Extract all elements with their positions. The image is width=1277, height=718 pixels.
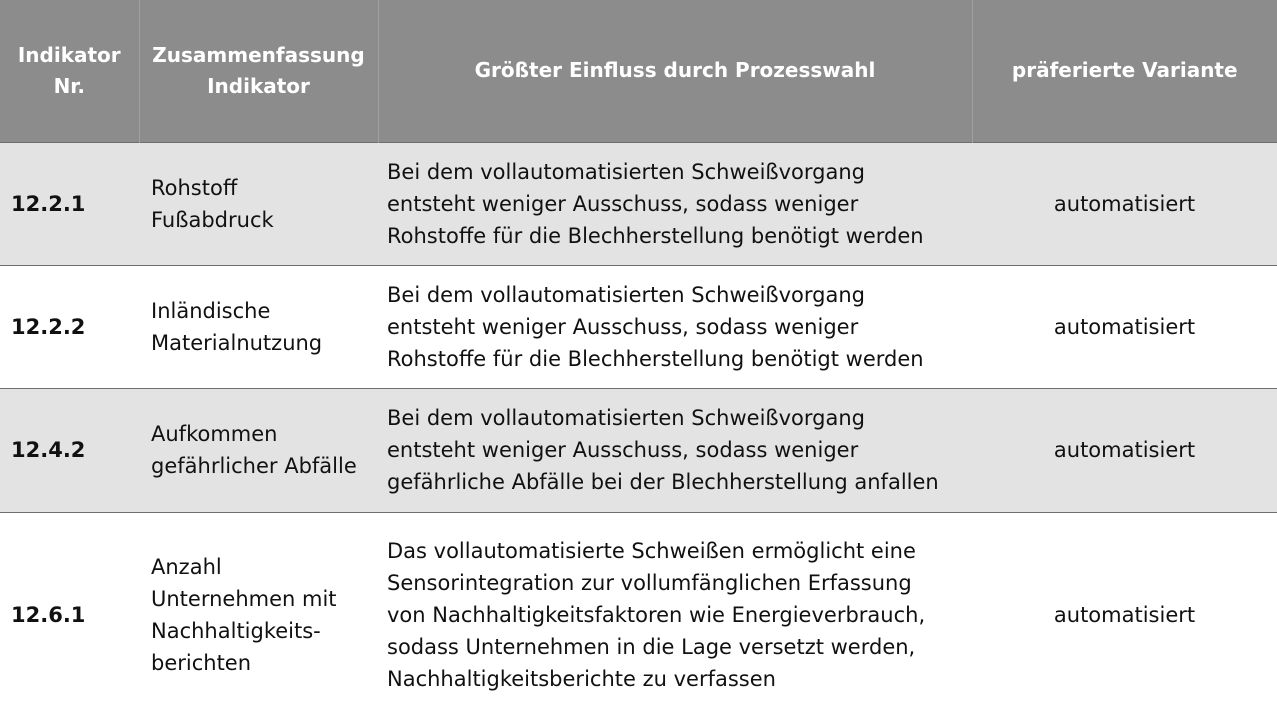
indicator-summary: Inländische Materialnutzung xyxy=(139,265,378,388)
indicator-summary: Anzahl Unternehmen mit Nachhaltigkeits- berichten xyxy=(139,512,378,718)
preferred-variant: automatisiert xyxy=(972,142,1277,265)
table-body xyxy=(0,142,1277,718)
header-zusammenfassung: Zusammenfassung Indikator xyxy=(139,0,378,142)
indicator-number: 12.6.1 xyxy=(0,512,139,718)
table-row xyxy=(0,512,1277,718)
indicator-summary: Aufkommen gefährlicher Abfälle xyxy=(139,388,378,512)
process-impact: Bei dem vollautomatisierten Schweißvorgang entsteht weniger Ausschuss, sodass weniger Rohstoffe für die Blechherstellung benötigt werden xyxy=(378,142,972,265)
indicator-number: 12.4.2 xyxy=(0,388,139,512)
preferred-variant: automatisiert xyxy=(972,512,1277,718)
preferred-variant: automatisiert xyxy=(972,265,1277,388)
header-row xyxy=(0,0,1277,142)
header-indikator-nr: Indikator Nr. xyxy=(0,0,139,142)
indicator-summary: Rohstoff Fußabdruck xyxy=(139,142,378,265)
process-impact: Bei dem vollautomatisierten Schweißvorgang entsteht weniger Ausschuss, sodass weniger gefährliche Abfälle bei der Blechherstellung anfallen xyxy=(378,388,972,512)
table-row xyxy=(0,265,1277,388)
process-impact: Bei dem vollautomatisierten Schweißvorgang entsteht weniger Ausschuss, sodass weniger Rohstoffe für die Blechherstellung benötigt werden xyxy=(378,265,972,388)
table-row xyxy=(0,388,1277,512)
header-praeferierte-variante: präferierte Variante xyxy=(972,0,1277,142)
table-header xyxy=(0,0,1277,142)
indicator-number: 12.2.1 xyxy=(0,142,139,265)
header-groesster-einfluss: Größter Einfluss durch Prozesswahl xyxy=(378,0,972,142)
process-impact: Das vollautomatisierte Schweißen ermöglicht eine Sensorintegration zur vollumfänglichen Erfassung von Nachhaltigkeitsfaktoren wie Energieverbrauch, sodass Unternehmen in die Lage versetzt werden, Nachhaltigkeitsberichte zu verfassen xyxy=(378,512,972,718)
table-row xyxy=(0,142,1277,265)
preferred-variant: automatisiert xyxy=(972,388,1277,512)
indicator-number: 12.2.2 xyxy=(0,265,139,388)
